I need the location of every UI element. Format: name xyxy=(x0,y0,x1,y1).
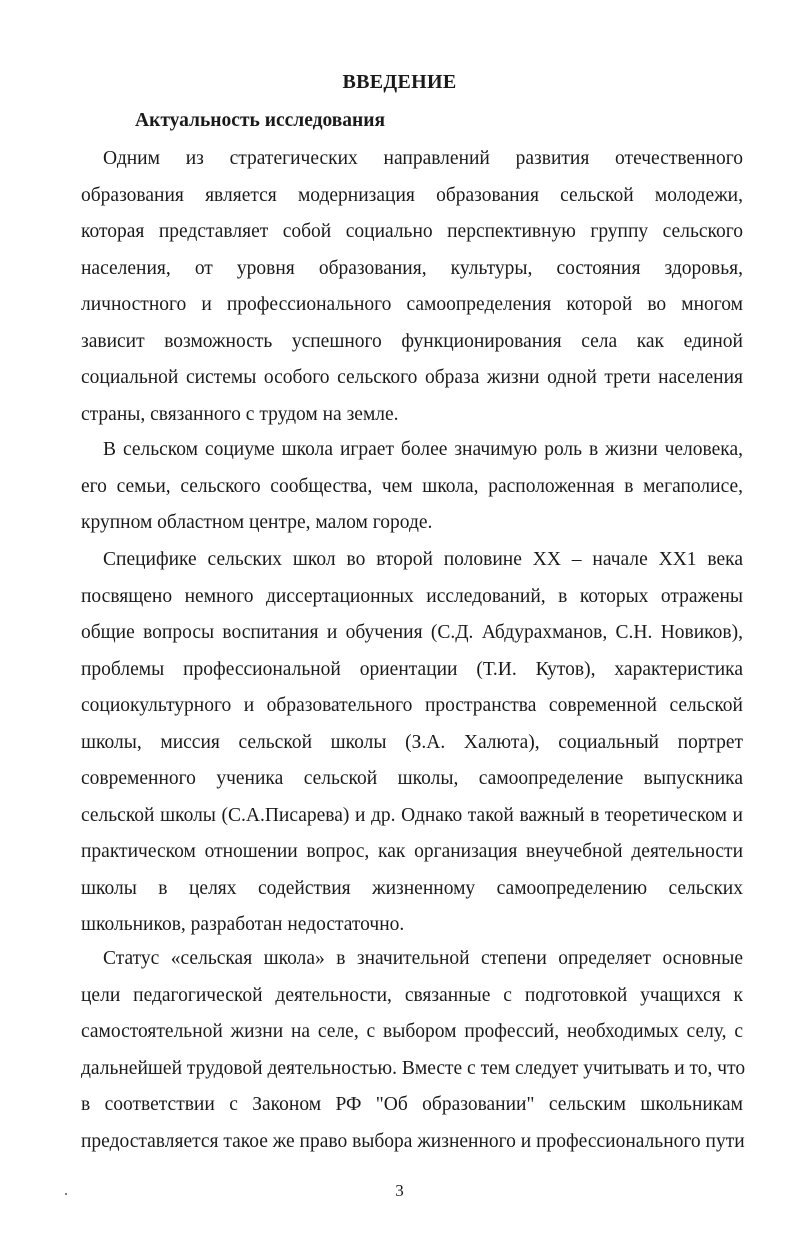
paragraph-1 xyxy=(81,141,743,433)
text-line: предоставляется такое же право выбора жизненного и профессионального пути xyxy=(81,1130,745,1152)
text-line: школьников, разработан недостаточно. xyxy=(81,914,405,935)
text-line: сельской школы (С.А.Писарева) и др. Однако такой важный в теоретическом и xyxy=(81,804,743,826)
text-line: образования является модернизация образования сельской молодежи, xyxy=(81,184,743,206)
text-line: Одним из стратегических направлений развития отечественного xyxy=(103,148,743,169)
text-line: цели педагогической деятельности, связанные с подготовкой учащихся к xyxy=(81,984,743,1006)
text-line: самостоятельной жизни на селе, с выбором профессий, необходимых селу, с xyxy=(81,1021,743,1042)
text-line: практическом отношении вопрос, как организация внеучебной деятельности xyxy=(81,841,743,862)
text-line: общие вопросы воспитания и обучения (С.Д. Абдурахманов, С.Н. Новиков), xyxy=(81,622,743,643)
text-line: страны, связанного с трудом на земле. xyxy=(81,403,399,425)
text-line: посвящено немного диссертационных исследований, в которых отражены xyxy=(81,585,743,607)
text-line: социальной системы особого сельского образа жизни одной трети населения xyxy=(81,367,743,388)
text-line: личностного и профессионального самоопределения которой во многом xyxy=(81,294,743,315)
text-line: крупном областном центре, малом городе. xyxy=(81,512,433,533)
page-number: 3 xyxy=(395,1181,404,1200)
document-title: ВВЕДЕНИЕ xyxy=(342,71,457,93)
text-line: современного ученика сельской школы, самоопределение выпускника xyxy=(81,768,743,789)
paragraph-3 xyxy=(81,542,743,944)
section-heading: Актуальность исследования xyxy=(135,110,386,131)
text-line: которая представляет собой социально перспективную группу сельского xyxy=(81,221,743,242)
text-line: его семьи, сельского сообщества, чем школа, расположенная в мегаполисе, xyxy=(81,475,743,497)
text-line: Статус «сельская школа» в значительной степени определяет основные xyxy=(103,948,743,969)
text-line: проблемы профессиональной ориентации (Т.И. Кутов), характеристика xyxy=(81,658,743,680)
text-line: Специфике сельских школ во второй половине XX – начале XX1 века xyxy=(103,549,743,570)
text-line: В сельском социуме школа играет более значимую роль в жизни человека, xyxy=(103,439,743,460)
text-line: дальнейшей трудовой деятельностью. Вместе с тем следует учитывать и то, что xyxy=(81,1057,746,1079)
text-line: социокультурного и образовательного пространства современной сельской xyxy=(81,695,743,716)
text-line: зависит возможность успешного функционирования села как единой xyxy=(81,330,743,352)
text-line: школы в целях содействия жизненному самоопределению сельских xyxy=(81,877,743,899)
text-line: школы, миссия сельской школы (З.А. Халюта), социальный портрет xyxy=(81,731,743,753)
text-line: населения, от уровня образования, культуры, состояния здоровья, xyxy=(81,257,743,279)
paragraph-4 xyxy=(81,941,746,1160)
text-line: в соответствии с Законом РФ "Об образовании" сельским школьникам xyxy=(81,1094,743,1115)
paragraph-2 xyxy=(81,432,743,542)
